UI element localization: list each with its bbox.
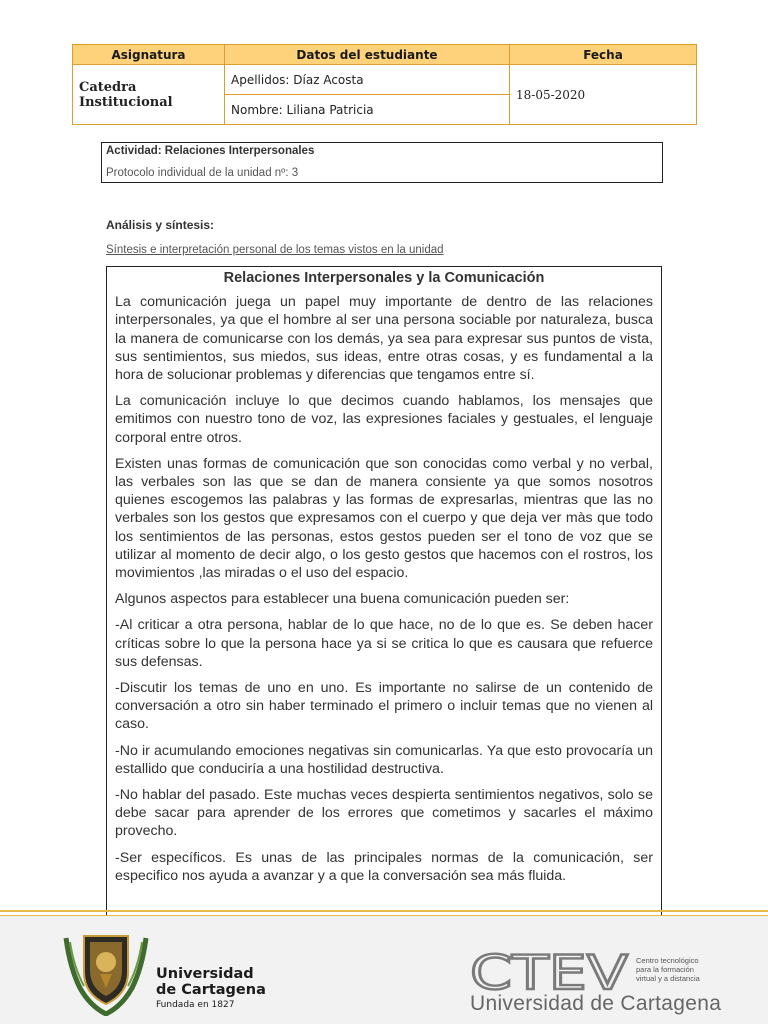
header-col-fecha: Fecha xyxy=(510,45,697,65)
fecha-value: 18-05-2020 xyxy=(510,65,697,125)
asignatura-value: Catedra Institucional xyxy=(73,65,225,125)
essay-paragraph: Existen unas formas de comunicación que son conocidas como verbal y no verbal, las verbales son las que se dan de manera consiente ya que somos nosotros quienes escogemos las palabras y las formas de expresarlas, mientras que las no verbales son los gestos que expresamos con el cuerpo y que deja ver màs que todo los sentimientos de las personas, estos gestos pueden ser el tono de voz que se utilizar al momento de decir algo, o los gesto gestos que hacemos con el rostros, los movimientos ,las miradas o el uso del espacio. xyxy=(115,455,653,582)
essay-paragraph: -No ir acumulando emociones negativas sin comunicarlas. Ya que esto provocaría un estallido que conduciría a una hostilidad destructiva. xyxy=(115,742,653,777)
footer-divider xyxy=(0,910,768,912)
header-col-asignatura: Asignatura xyxy=(73,45,225,65)
essay-paragraph: La comunicación juega un papel muy importante de dentro de las relaciones interpersonales, ya que el hombre al ser una persona sociable por naturaleza, busca la manera de comunicarse con los demás, ya sea para expresar sus puntos de vista, sus sentimientos, sus miedos, sus ideas, entre otras cosas, y es fundamental a la hora de solucionar problemas y diferencias que tengamos entre sí. xyxy=(115,294,653,384)
essay-paragraph: Algunos aspectos para establecer una buena comunicación pueden ser: xyxy=(115,591,570,608)
activity-title: Actividad: Relaciones Interpersonales xyxy=(106,145,315,157)
ctev-logo xyxy=(470,952,630,992)
ctev-desc-line: Centro tecnológico xyxy=(636,956,699,965)
essay-paragraph: -Ser específicos. Es unas de las principales normas de la comunicación, ser especifico nos ayuda a avanzar y a que la conversación sea más fluida. xyxy=(115,849,653,884)
university-crest-icon xyxy=(60,928,152,1016)
university-founded: Fundada en 1827 xyxy=(156,1000,235,1010)
ctev-logo-text: CTEV xyxy=(470,952,628,992)
nombre-value: Nombre: Liliana Patricia xyxy=(225,95,510,125)
essay-paragraph: -Discutir los temas de uno en uno. Es importante no salirse de un contenido de conversación a otro sin haber terminado el primero o incluir temas que no vienen al caso. xyxy=(115,680,653,733)
essay-paragraph: -No hablar del pasado. Este muchas veces despierta sentimientos negativos, solo se debe sacar para aprender de los errores que cometimos y sacarles el máximo provecho. xyxy=(115,787,653,840)
university-line2: de Cartagena xyxy=(156,982,266,998)
activity-box xyxy=(101,142,663,183)
essay-paragraph: La comunicación incluye lo que decimos cuando hablamos, los mensajes que emitimos con nuestro tono de voz, las expresiones faciales y gestuales, el lenguaje corporal entre otros. xyxy=(115,393,653,446)
ctev-university: Universidad de Cartagena xyxy=(470,992,722,1015)
footer-divider-thin xyxy=(0,915,768,916)
header-table xyxy=(72,44,697,125)
essay-title: Relaciones Interpersonales y la Comunicación xyxy=(223,270,545,286)
analysis-heading: Análisis y síntesis: xyxy=(106,218,215,232)
header-col-datos: Datos del estudiante xyxy=(225,45,510,65)
university-line1: Universidad xyxy=(156,966,254,982)
activity-subtitle: Protocolo individual de la unidad nº: 3 xyxy=(106,167,299,179)
essay-box xyxy=(106,266,662,920)
university-name xyxy=(156,966,266,1010)
ctev-desc-line: para la formación xyxy=(636,965,694,974)
essay-paragraph: -Al criticar a otra persona, hablar de lo que hace, no de lo que es. Se deben hacer críticas sobre lo que la persona hace ya si se critica lo que es causara que refuerce sus defensas. xyxy=(115,617,653,670)
ctev-desc-line: virtual y a distancia xyxy=(636,974,700,983)
analysis-subheading: Síntesis e interpretación personal de los temas vistos en la unidad xyxy=(106,244,444,256)
apellidos-value: Apellidos: Díaz Acosta xyxy=(225,65,510,95)
ctev-description xyxy=(636,956,736,983)
